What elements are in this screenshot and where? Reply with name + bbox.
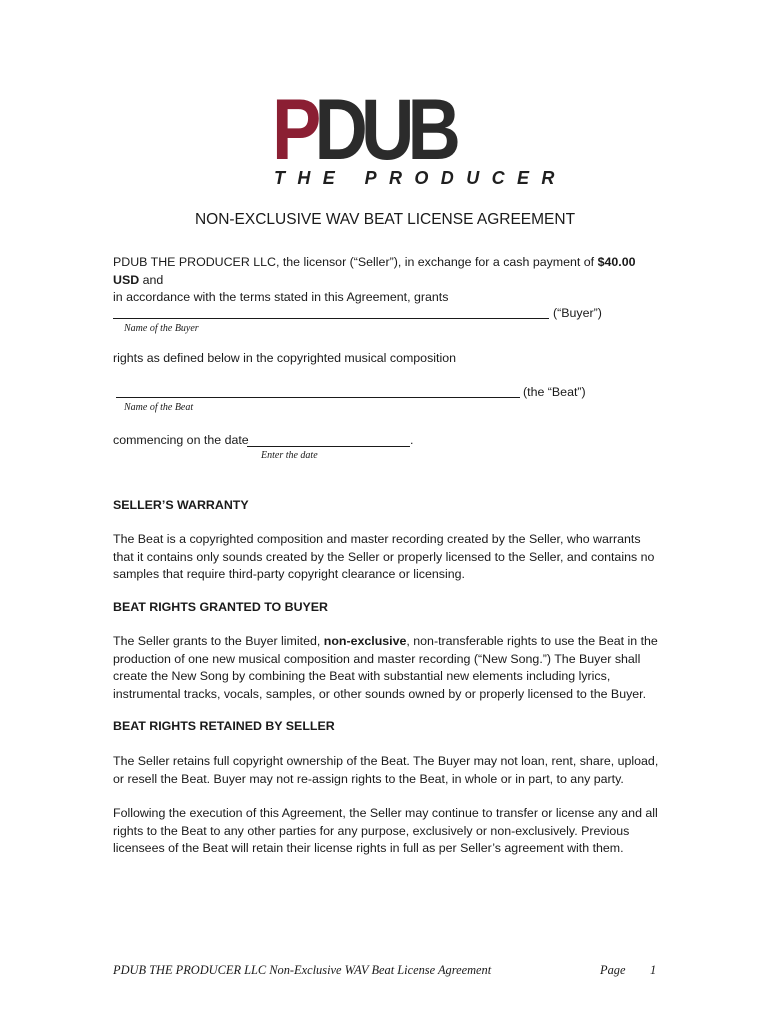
logo-wordmark — [272, 82, 455, 178]
date-caption: Enter the date — [261, 450, 318, 461]
document-title: NON-EXCLUSIVE WAV BEAT LICENSE AGREEMENT — [194, 211, 576, 228]
date-field[interactable] — [247, 446, 410, 447]
warranty-body: The Beat is a copyrighted composition and master recording created by the Seller, who warrants that it contains only sounds created by the Seller or properly licensed to the Seller, and contains no samples that require third-party copyright clearance or licensing. — [113, 532, 655, 581]
intro-paragraph — [113, 254, 661, 307]
date-label: commencing on the date — [113, 433, 249, 447]
date-period: . — [410, 433, 414, 447]
granted-body-start: The Seller grants to the Buyer limited, — [113, 634, 324, 648]
granted-body-rest: , non-transferable rights to use the Beat in the production of one new musical composition and master recording (“New Song.”) The Buyer shall create the New Song by combining the Beat with substantial new elements including lyrics, instrumental tracks, vocals, samples, or other sounds owned by or properly licensed to the Buyer. — [113, 634, 658, 701]
granted-heading: BEAT RIGHTS GRANTED TO BUYER — [113, 600, 329, 614]
retained-body-1: The Seller retains full copyright ownership of the Beat. The Buyer may not loan, rent, share, upload, or resell the Beat. Buyer may not re-assign rights to the Beat, in whole or in part, to any party. — [113, 754, 659, 786]
intro-text-line2: in accordance with the terms stated in this Agreement, grants — [113, 290, 449, 304]
buyer-name-field[interactable] — [113, 318, 549, 319]
rights-text: rights as defined below in the copyrighted musical composition — [113, 351, 456, 365]
warranty-heading: SELLER’S WARRANTY — [113, 498, 249, 512]
logo-subtitle: THE PRODUCER — [274, 168, 567, 188]
beat-label: (the “Beat”) — [523, 385, 586, 399]
granted-body — [113, 633, 661, 703]
buyer-caption: Name of the Buyer — [124, 323, 199, 334]
footer-page-number: 1 — [650, 963, 657, 977]
intro-text-start: PDUB THE PRODUCER LLC, the licensor (“Seller”), in exchange for a cash payment of — [113, 255, 598, 269]
footer-document-name: PDUB THE PRODUCER LLC Non-Exclusive WAV Beat License Agreement — [113, 963, 492, 977]
buyer-label: (“Buyer”) — [553, 306, 602, 320]
granted-body-bold: non-exclusive — [323, 634, 407, 648]
retained-heading: BEAT RIGHTS RETAINED BY SELLER — [113, 719, 335, 733]
beat-caption: Name of the Beat — [124, 402, 194, 413]
price-amount: $40.00 USD — [113, 255, 636, 287]
retained-body-2: Following the execution of this Agreement, the Seller may continue to transfer or license any and all rights to the Beat to any other parties for any purpose, exclusively or non-exclusively. Previous licensees of the Beat will retain their license rights in full as per Seller’s agreement with them. — [113, 806, 658, 855]
logo-letters-dub: DUB — [314, 82, 455, 178]
footer-page-label: Page — [600, 963, 626, 977]
logo-letter-p: P — [272, 82, 315, 178]
intro-text-and: and — [139, 272, 164, 287]
beat-name-field[interactable] — [116, 397, 520, 398]
pdub-logo — [272, 82, 567, 193]
